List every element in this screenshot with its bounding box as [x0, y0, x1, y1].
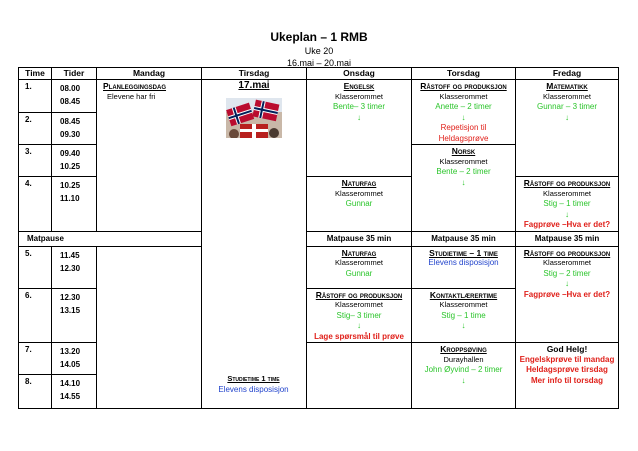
- room-label: Klasserommet: [439, 300, 488, 309]
- period-number: 3.: [19, 145, 52, 177]
- friday-subject-math: Matematikk: [546, 81, 588, 91]
- col-header-wednesday: Onsdag: [307, 68, 412, 80]
- note-label: Repetisjon til: [440, 123, 487, 132]
- thursday-cell-1: [412, 80, 516, 145]
- period-number: 7.: [19, 343, 52, 375]
- period-number: 8.: [19, 375, 52, 409]
- week-label: Uke 20: [304, 46, 334, 56]
- matpause-wednesday: Matpause 35 min: [307, 231, 412, 246]
- note-label: Heldagsprøve: [438, 133, 489, 143]
- wednesday-subject-naturfag: Naturfag: [341, 178, 377, 188]
- note-label: Fagprøve –Hva er det?: [523, 220, 611, 229]
- period-times: 13.20 14.05: [52, 343, 97, 375]
- table-row: [19, 80, 619, 113]
- col-header-times: Tider: [52, 68, 97, 80]
- down-arrow-icon: ↓: [461, 375, 466, 385]
- teacher-label: Stig – 2 timer: [543, 268, 591, 278]
- room-label: Klasserommet: [335, 188, 383, 198]
- thursday-subject-kroppsoving: Kroppsøving: [440, 344, 487, 354]
- down-arrow-icon: ↓: [461, 112, 466, 122]
- down-arrow-icon: ↓: [565, 209, 569, 219]
- teacher-label: Gunnar: [345, 268, 373, 278]
- norwegian-flags-image: [226, 98, 282, 138]
- thursday-subject-norsk: Norsk: [451, 146, 476, 156]
- thursday-cell-4: [412, 288, 516, 343]
- monday-note: Elevene har fri: [107, 91, 156, 101]
- teacher-label: Gunnar: [345, 199, 373, 208]
- room-label: Klasserommet: [335, 91, 383, 101]
- down-arrow-icon: ↓: [461, 321, 466, 330]
- wednesday-cell-2: [307, 177, 412, 232]
- tuesday-subject-studietime: Studietime 1 time: [227, 374, 280, 383]
- friday-cell-1: [516, 80, 619, 177]
- tuesday-cell: [202, 80, 307, 409]
- friday-cell-3: [516, 246, 619, 343]
- col-header-tuesday: Tirsdag: [202, 68, 307, 80]
- table-row: [19, 246, 619, 288]
- wednesday-cell-3: [307, 246, 412, 288]
- period-times: 08.45 09.30: [52, 112, 97, 145]
- tuesday-note: Elevens disposisjon: [218, 384, 289, 394]
- period-times: 14.10 14.55: [52, 375, 97, 409]
- monday-cell: [97, 80, 202, 232]
- note-label: Mer info til torsdag: [531, 375, 603, 385]
- friday-cell-2: [516, 177, 619, 232]
- wednesday-cell-1: [307, 80, 412, 177]
- wednesday-subject-naturfag-2: Naturfag: [341, 247, 377, 258]
- teacher-label: John Øyvind – 2 timer: [424, 365, 503, 374]
- thursday-cell-5: [412, 343, 516, 409]
- period-times: 09.40 10.25: [52, 145, 97, 177]
- monday-empty-cell: [97, 246, 202, 409]
- teacher-label: Stig – 1 time: [441, 310, 486, 320]
- room-label: Klasserommet: [543, 258, 591, 267]
- teacher-label: Stig – 1 timer: [543, 199, 591, 208]
- note-label: Elevens disposisjon: [428, 258, 499, 267]
- col-header-thursday: Torsdag: [412, 68, 516, 80]
- room-label: Klasserommet: [439, 91, 488, 101]
- room-label: Durayhallen: [443, 354, 484, 364]
- period-number: 6.: [19, 288, 52, 343]
- room-label: Klasserommet: [543, 188, 591, 198]
- period-number: 4.: [19, 177, 52, 232]
- tuesday-holiday: 17.mai: [238, 80, 270, 91]
- period-times: 08.00 08.45: [52, 80, 97, 113]
- period-number: 5.: [19, 246, 52, 288]
- period-times: 12.30 13.15: [52, 288, 97, 343]
- teacher-label: Stig– 3 timer: [336, 310, 382, 320]
- friday-subject-raastoff: Råstoff og produksjon: [523, 178, 611, 188]
- note-label: Lage spørsmål til prøve: [314, 331, 404, 341]
- matpause-friday: Matpause 35 min: [516, 231, 619, 246]
- thursday-subject-kontaktlaerer: Kontaktlærertime: [429, 289, 498, 300]
- matpause-thursday: Matpause 35 min: [412, 231, 516, 246]
- monday-subject: Planleggingsdag: [103, 81, 167, 91]
- note-label: Heldagsprøve tirsdag: [526, 365, 608, 374]
- down-arrow-icon: ↓: [565, 112, 569, 122]
- note-label: Fagprøve –Hva er det?: [523, 289, 611, 299]
- period-number: 1.: [19, 80, 52, 113]
- note-label: Engelskprøve til mandag: [519, 354, 615, 364]
- friday-greeting: God Helg!: [546, 344, 588, 354]
- room-label: Klasserommet: [335, 300, 383, 309]
- period-number: 2.: [19, 112, 52, 145]
- schedule-table: [18, 67, 619, 409]
- friday-subject-raastoff-2: Råstoff og produksjon: [523, 247, 611, 258]
- matpause-label: Matpause: [19, 231, 202, 246]
- room-label: Klasserommet: [335, 258, 383, 267]
- header-row: [19, 68, 619, 80]
- wednesday-empty-cell: [307, 343, 412, 409]
- date-range: 16.mai – 20.mai: [286, 58, 352, 68]
- col-header-monday: Mandag: [97, 68, 202, 80]
- period-times: 10.25 11.10: [52, 177, 97, 232]
- wednesday-subject-raastoff: Råstoff og produksjon: [315, 289, 403, 300]
- col-header-time: Time: [19, 68, 52, 80]
- period-times: 11.45 12.30: [52, 246, 97, 288]
- teacher-label: Anette – 2 timer: [435, 102, 492, 111]
- tuesday-slot8: [201, 374, 306, 395]
- thursday-subject-raastoff: Råstoff og produksjon: [420, 81, 507, 91]
- down-arrow-icon: ↓: [357, 321, 361, 330]
- wednesday-cell-4: [307, 288, 412, 343]
- matpause-row: [19, 231, 619, 246]
- teacher-label: Gunnar – 3 timer: [536, 102, 598, 111]
- room-label: Klasserommet: [439, 156, 488, 166]
- down-arrow-icon: ↓: [461, 177, 466, 187]
- wednesday-subject-english: Engelsk: [343, 81, 375, 91]
- thursday-cell-2: [412, 145, 516, 232]
- thursday-cell-3: [412, 246, 516, 288]
- col-header-friday: Fredag: [516, 68, 619, 80]
- teacher-label: Bente – 2 timer: [436, 167, 491, 176]
- page-title: Ukeplan – 1 RMB: [270, 30, 368, 44]
- down-arrow-icon: ↓: [357, 112, 361, 122]
- room-label: Klasserommet: [543, 91, 591, 101]
- thursday-subject-studietime: Studietime – 1 time: [429, 247, 498, 258]
- down-arrow-icon: ↓: [565, 279, 569, 288]
- teacher-label: Bente– 3 timer: [332, 102, 386, 111]
- friday-cell-4: [516, 343, 619, 409]
